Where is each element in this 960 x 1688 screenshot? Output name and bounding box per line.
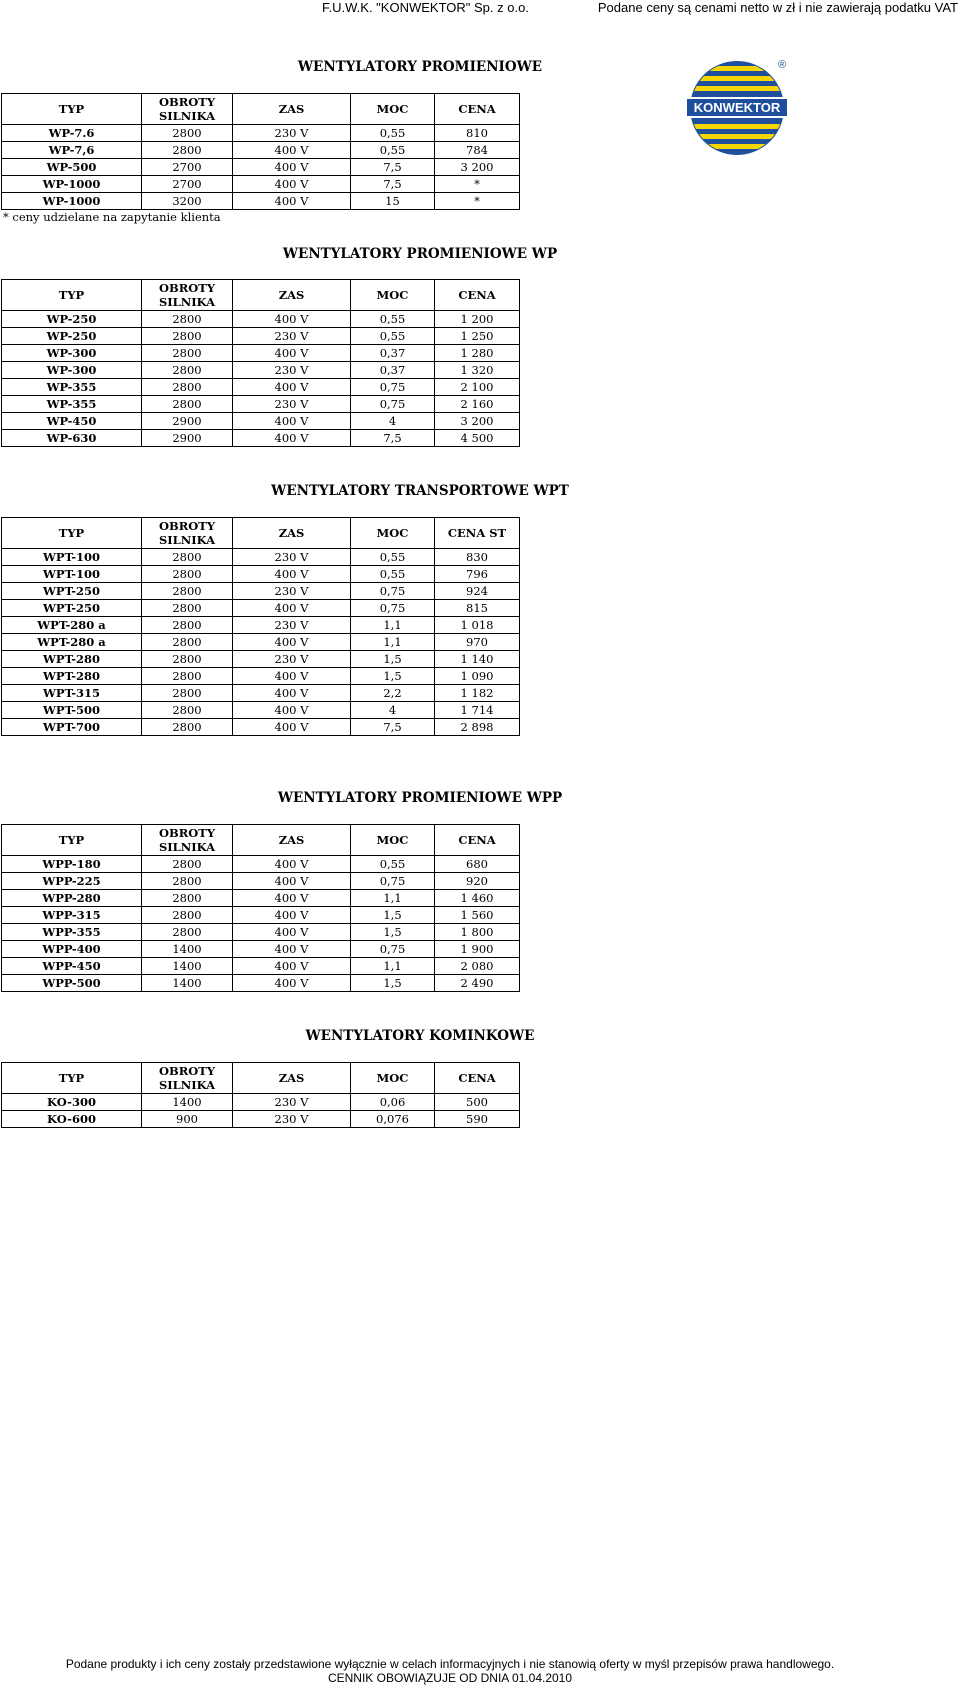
typ-cell: WPT-250 (2, 583, 142, 600)
col-typ: TYP (2, 280, 142, 311)
typ-cell: WPP-355 (2, 924, 142, 941)
zas-cell: 400 V (233, 159, 351, 176)
zas-cell: 230 V (233, 549, 351, 566)
moc-cell: 0,55 (351, 328, 435, 345)
cena-cell: 2 080 (435, 958, 520, 975)
zas-cell: 230 V (233, 617, 351, 634)
moc-cell: 0,55 (351, 311, 435, 328)
moc-cell: 1,1 (351, 890, 435, 907)
cena-cell: 1 320 (435, 362, 520, 379)
cena-cell: 1 090 (435, 668, 520, 685)
obroty-cell: 2800 (142, 549, 233, 566)
zas-cell: 400 V (233, 958, 351, 975)
cena-cell: 590 (435, 1111, 520, 1128)
price-table (1, 1062, 520, 1128)
typ-cell: WPT-280 (2, 651, 142, 668)
table-row (2, 924, 520, 941)
typ-cell: WPT-280 (2, 668, 142, 685)
table-row (2, 362, 520, 379)
cena-cell: 1 200 (435, 311, 520, 328)
obroty-cell: 2800 (142, 311, 233, 328)
zas-cell: 400 V (233, 685, 351, 702)
col-obroty: OBROTY SILNIKA (142, 825, 233, 856)
cena-cell: 2 160 (435, 396, 520, 413)
konwektor-logo (686, 58, 788, 158)
obroty-cell: 2800 (142, 379, 233, 396)
col-moc: MOC (351, 280, 435, 311)
moc-cell: 0,076 (351, 1111, 435, 1128)
obroty-cell: 2800 (142, 362, 233, 379)
zas-cell: 230 V (233, 125, 351, 142)
zas-cell: 230 V (233, 396, 351, 413)
moc-cell: 0,75 (351, 396, 435, 413)
obroty-cell: 2800 (142, 719, 233, 736)
cena-cell: 4 500 (435, 430, 520, 447)
table-row (2, 1111, 520, 1128)
col-typ: TYP (2, 94, 142, 125)
table-row (2, 856, 520, 873)
zas-cell: 400 V (233, 668, 351, 685)
table-row (2, 311, 520, 328)
table-row (2, 396, 520, 413)
table-row (2, 975, 520, 992)
section-title: WENTYLATORY TRANSPORTOWE WPT (271, 483, 569, 499)
obroty-cell: 900 (142, 1111, 233, 1128)
obroty-cell: 2800 (142, 328, 233, 345)
table-row (2, 890, 520, 907)
moc-cell: 7,5 (351, 176, 435, 193)
zas-cell: 400 V (233, 413, 351, 430)
table-row (2, 600, 520, 617)
typ-cell: WPT-500 (2, 702, 142, 719)
moc-cell: 0,75 (351, 583, 435, 600)
zas-cell: 400 V (233, 193, 351, 210)
cena-cell: 924 (435, 583, 520, 600)
typ-cell: WPT-250 (2, 600, 142, 617)
col-zas: ZAS (233, 280, 351, 311)
table-row (2, 125, 520, 142)
moc-cell: 0,55 (351, 856, 435, 873)
cena-cell: 1 018 (435, 617, 520, 634)
zas-cell: 400 V (233, 345, 351, 362)
moc-cell: 0,37 (351, 362, 435, 379)
obroty-cell: 1400 (142, 958, 233, 975)
cena-cell: 3 200 (435, 413, 520, 430)
table-row (2, 634, 520, 651)
zas-cell: 230 V (233, 1094, 351, 1111)
registered-mark: ® (777, 59, 787, 71)
typ-cell: WP-1000 (2, 193, 142, 210)
table-row (2, 1094, 520, 1111)
typ-cell: WP-1000 (2, 176, 142, 193)
table-row (2, 583, 520, 600)
table-row (2, 379, 520, 396)
col-zas: ZAS (233, 1063, 351, 1094)
typ-cell: WPP-500 (2, 975, 142, 992)
section-title: WENTYLATORY PROMIENIOWE WPP (277, 790, 563, 806)
moc-cell: 0,75 (351, 941, 435, 958)
moc-cell: 7,5 (351, 430, 435, 447)
moc-cell: 1,5 (351, 924, 435, 941)
typ-cell: WP-250 (2, 328, 142, 345)
typ-cell: WP-500 (2, 159, 142, 176)
zas-cell: 400 V (233, 924, 351, 941)
moc-cell: 1,5 (351, 975, 435, 992)
obroty-cell: 2800 (142, 907, 233, 924)
obroty-cell: 3200 (142, 193, 233, 210)
company-name: F.U.W.K. "KONWEKTOR" Sp. z o.o. (322, 0, 529, 15)
price-note: * ceny udzielane na zapytanie klienta (3, 210, 221, 224)
zas-cell: 230 V (233, 328, 351, 345)
table-row (2, 430, 520, 447)
zas-cell: 400 V (233, 907, 351, 924)
footer-disclaimer: Podane produkty i ich ceny zostały przedstawione wyłącznie w celach informacyjnych i nie stanowią oferty w myśl przepisów prawa handlowego. (65, 1657, 835, 1671)
col-moc: MOC (351, 518, 435, 549)
moc-cell: 0,75 (351, 600, 435, 617)
moc-cell: 0,06 (351, 1094, 435, 1111)
zas-cell: 400 V (233, 634, 351, 651)
table-row (2, 941, 520, 958)
table-row (2, 176, 520, 193)
col-obroty: OBROTY SILNIKA (142, 280, 233, 311)
typ-cell: WP-450 (2, 413, 142, 430)
cena-cell: 1 560 (435, 907, 520, 924)
vat-note: Podane ceny są cenami netto w zł i nie zawierają podatku VAT (597, 0, 958, 15)
cena-cell: 500 (435, 1094, 520, 1111)
typ-cell: WP-355 (2, 379, 142, 396)
zas-cell: 230 V (233, 651, 351, 668)
cena-cell: 796 (435, 566, 520, 583)
zas-cell: 400 V (233, 719, 351, 736)
obroty-cell: 2800 (142, 396, 233, 413)
moc-cell: 1,5 (351, 651, 435, 668)
zas-cell: 230 V (233, 583, 351, 600)
obroty-cell: 2800 (142, 890, 233, 907)
moc-cell: 4 (351, 413, 435, 430)
typ-cell: WP-250 (2, 311, 142, 328)
zas-cell: 400 V (233, 941, 351, 958)
table-row (2, 702, 520, 719)
table-row (2, 651, 520, 668)
typ-cell: WP-300 (2, 362, 142, 379)
zas-cell: 400 V (233, 873, 351, 890)
cena-cell: 1 250 (435, 328, 520, 345)
moc-cell: 1,1 (351, 634, 435, 651)
table-row (2, 719, 520, 736)
cena-cell: 784 (435, 142, 520, 159)
obroty-cell: 2800 (142, 668, 233, 685)
obroty-cell: 2700 (142, 159, 233, 176)
table-row (2, 549, 520, 566)
typ-cell: WPP-315 (2, 907, 142, 924)
typ-cell: KO-300 (2, 1094, 142, 1111)
cena-cell: 830 (435, 549, 520, 566)
col-moc: MOC (351, 825, 435, 856)
typ-cell: WPT-100 (2, 549, 142, 566)
cena-cell: 3 200 (435, 159, 520, 176)
zas-cell: 230 V (233, 1111, 351, 1128)
zas-cell: 400 V (233, 430, 351, 447)
table-header-row (2, 518, 520, 549)
section-title: WENTYLATORY KOMINKOWE (305, 1028, 535, 1044)
cena-cell: 1 714 (435, 702, 520, 719)
cena-cell: 1 280 (435, 345, 520, 362)
typ-cell: WP-7,6 (2, 142, 142, 159)
obroty-cell: 2700 (142, 176, 233, 193)
zas-cell: 400 V (233, 890, 351, 907)
cena-cell: 1 182 (435, 685, 520, 702)
typ-cell: WPT-280 a (2, 634, 142, 651)
moc-cell: 0,37 (351, 345, 435, 362)
zas-cell: 400 V (233, 566, 351, 583)
moc-cell: 0,55 (351, 549, 435, 566)
cena-cell: * (435, 193, 520, 210)
table-row (2, 685, 520, 702)
col-obroty: OBROTY SILNIKA (142, 94, 233, 125)
cena-cell: 680 (435, 856, 520, 873)
col-typ: TYP (2, 1063, 142, 1094)
moc-cell: 0,55 (351, 142, 435, 159)
typ-cell: WPP-280 (2, 890, 142, 907)
cena-cell: 970 (435, 634, 520, 651)
obroty-cell: 2800 (142, 566, 233, 583)
table-row (2, 566, 520, 583)
obroty-cell: 2800 (142, 125, 233, 142)
col-cena: CENA (435, 825, 520, 856)
moc-cell: 1,5 (351, 907, 435, 924)
table-row (2, 345, 520, 362)
obroty-cell: 2800 (142, 634, 233, 651)
table-header-row (2, 1063, 520, 1094)
zas-cell: 400 V (233, 379, 351, 396)
obroty-cell: 2800 (142, 856, 233, 873)
table-header-row (2, 280, 520, 311)
zas-cell: 400 V (233, 702, 351, 719)
typ-cell: WP-7.6 (2, 125, 142, 142)
table-row (2, 142, 520, 159)
col-zas: ZAS (233, 94, 351, 125)
cena-cell: * (435, 176, 520, 193)
moc-cell: 1,1 (351, 958, 435, 975)
zas-cell: 400 V (233, 311, 351, 328)
cena-cell: 2 100 (435, 379, 520, 396)
obroty-cell: 1400 (142, 975, 233, 992)
zas-cell: 230 V (233, 362, 351, 379)
col-obroty: OBROTY SILNIKA (142, 1063, 233, 1094)
cena-cell: 920 (435, 873, 520, 890)
obroty-cell: 1400 (142, 941, 233, 958)
cena-cell: 2 898 (435, 719, 520, 736)
table-row (2, 617, 520, 634)
col-zas: ZAS (233, 825, 351, 856)
moc-cell: 4 (351, 702, 435, 719)
cena-cell: 1 140 (435, 651, 520, 668)
price-table (1, 517, 520, 736)
obroty-cell: 2800 (142, 702, 233, 719)
cena-cell: 815 (435, 600, 520, 617)
table-row (2, 907, 520, 924)
typ-cell: WP-630 (2, 430, 142, 447)
typ-cell: WPP-450 (2, 958, 142, 975)
moc-cell: 2,2 (351, 685, 435, 702)
moc-cell: 0,55 (351, 125, 435, 142)
obroty-cell: 2800 (142, 617, 233, 634)
col-cena: CENA (435, 280, 520, 311)
table-row (2, 413, 520, 430)
typ-cell: WPT-280 a (2, 617, 142, 634)
typ-cell: WPT-100 (2, 566, 142, 583)
table-header-row (2, 825, 520, 856)
cena-cell: 1 800 (435, 924, 520, 941)
table-row (2, 958, 520, 975)
zas-cell: 400 V (233, 176, 351, 193)
price-table (1, 824, 520, 992)
obroty-cell: 2800 (142, 873, 233, 890)
table-row (2, 328, 520, 345)
cena-cell: 1 900 (435, 941, 520, 958)
col-zas: ZAS (233, 518, 351, 549)
typ-cell: WP-300 (2, 345, 142, 362)
typ-cell: WPT-700 (2, 719, 142, 736)
moc-cell: 15 (351, 193, 435, 210)
table-row (2, 159, 520, 176)
table-header-row (2, 94, 520, 125)
zas-cell: 400 V (233, 975, 351, 992)
typ-cell: WPP-400 (2, 941, 142, 958)
moc-cell: 1,5 (351, 668, 435, 685)
section-title: WENTYLATORY PROMIENIOWE (297, 59, 543, 75)
cena-cell: 2 490 (435, 975, 520, 992)
moc-cell: 7,5 (351, 719, 435, 736)
obroty-cell: 2800 (142, 651, 233, 668)
moc-cell: 7,5 (351, 159, 435, 176)
cena-cell: 1 460 (435, 890, 520, 907)
moc-cell: 1,1 (351, 617, 435, 634)
typ-cell: WPP-180 (2, 856, 142, 873)
moc-cell: 0,55 (351, 566, 435, 583)
logo-text: KONWEKTOR (693, 100, 781, 115)
section-title: WENTYLATORY PROMIENIOWE WP (282, 246, 558, 262)
col-cena: CENA (435, 94, 520, 125)
moc-cell: 0,75 (351, 379, 435, 396)
col-obroty: OBROTY SILNIKA (142, 518, 233, 549)
zas-cell: 400 V (233, 856, 351, 873)
footer-validity: CENNIK OBOWIĄZUJE OD DNIA 01.04.2010 (327, 1671, 573, 1685)
typ-cell: WPP-225 (2, 873, 142, 890)
col-moc: MOC (351, 94, 435, 125)
table-row (2, 873, 520, 890)
obroty-cell: 2800 (142, 924, 233, 941)
obroty-cell: 2900 (142, 413, 233, 430)
zas-cell: 400 V (233, 142, 351, 159)
col-moc: MOC (351, 1063, 435, 1094)
obroty-cell: 2800 (142, 685, 233, 702)
obroty-cell: 2800 (142, 345, 233, 362)
moc-cell: 0,75 (351, 873, 435, 890)
typ-cell: WPT-315 (2, 685, 142, 702)
col-typ: TYP (2, 825, 142, 856)
table-row (2, 193, 520, 210)
cena-cell: 810 (435, 125, 520, 142)
price-table (1, 279, 520, 447)
col-typ: TYP (2, 518, 142, 549)
typ-cell: WP-355 (2, 396, 142, 413)
obroty-cell: 2800 (142, 583, 233, 600)
col-cena: CENA (435, 1063, 520, 1094)
obroty-cell: 2800 (142, 142, 233, 159)
price-table (1, 93, 520, 210)
obroty-cell: 1400 (142, 1094, 233, 1111)
obroty-cell: 2900 (142, 430, 233, 447)
zas-cell: 400 V (233, 600, 351, 617)
col-cena-st: CENA ST (435, 518, 520, 549)
typ-cell: KO-600 (2, 1111, 142, 1128)
obroty-cell: 2800 (142, 600, 233, 617)
table-row (2, 668, 520, 685)
